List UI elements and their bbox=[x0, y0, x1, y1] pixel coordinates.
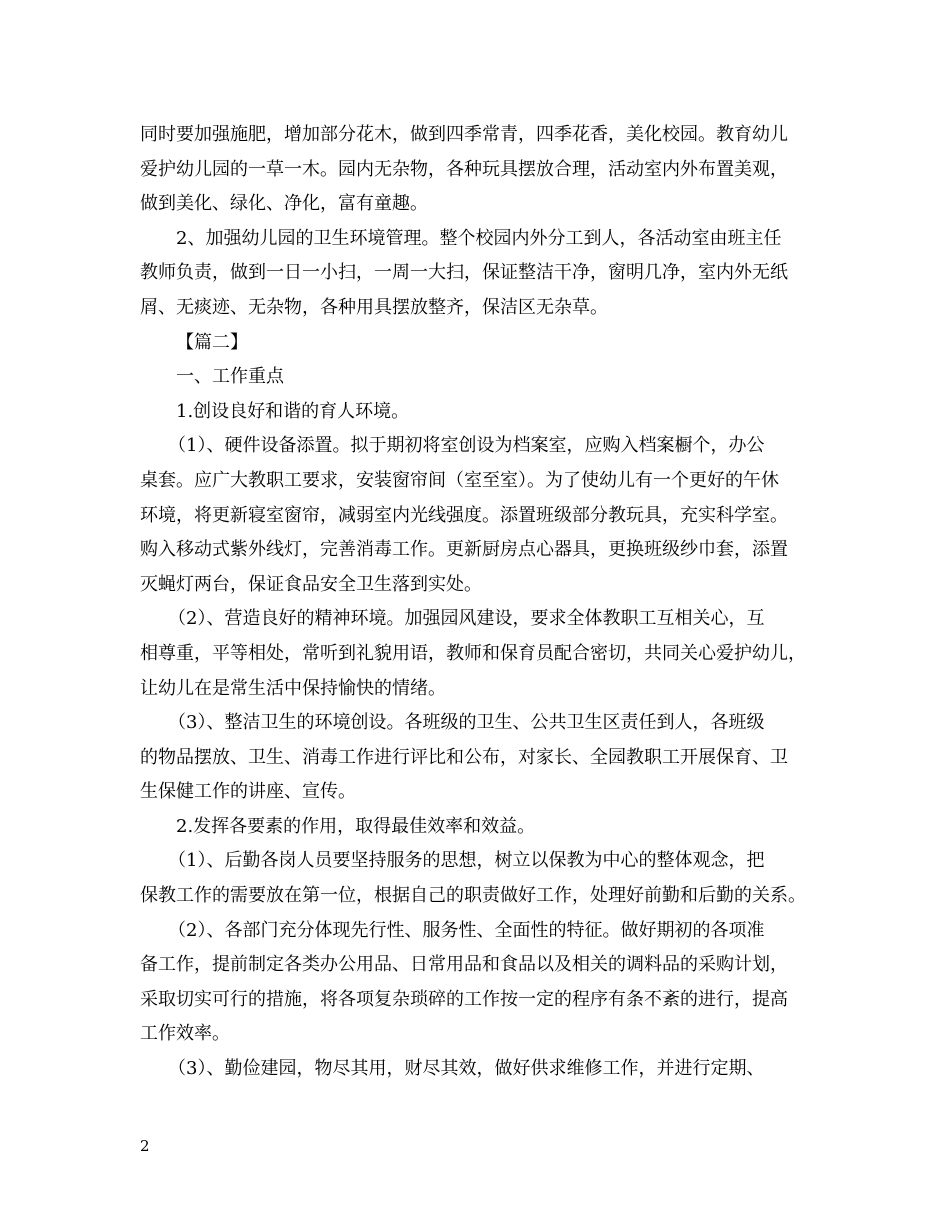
paragraph-line: 让幼儿在是常生活中保持愉快的情绪。 bbox=[140, 677, 446, 699]
page-number: 2 bbox=[140, 1137, 150, 1155]
paragraph-line: 爱护幼儿园的一草一木。园内无杂物，各种玩具摆放合理，活动室内外布置美观， bbox=[140, 158, 788, 180]
paragraph-line: 保教工作的需要放在第一位，根据自己的职责做好工作，处理好前勤和后勤的关系。 bbox=[140, 885, 806, 907]
paragraph-line: 相尊重，平等相处，常听到礼貌用语，教师和保育员配合密切，共同关心爱护幼儿， bbox=[140, 642, 806, 664]
paragraph-line: （3）、勤俭建园，物尽其用，财尽其效，做好供求维修工作，并进行定期、 bbox=[168, 1058, 765, 1080]
paragraph-line: 购入移动式紫外线灯，完善消毒工作。更新厨房点心器具，更换班级纱巾套，添置 bbox=[140, 539, 788, 561]
section-heading: 【篇二】 bbox=[176, 331, 248, 353]
paragraph-line: 的物品摆放、卫生、消毒工作进行评比和公布，对家长、全园教职工开展保育、卫 bbox=[140, 746, 788, 768]
paragraph-line: 做到美化、绿化、净化，富有童趣。 bbox=[140, 193, 428, 215]
paragraph-line: 备工作，提前制定各类办公用品、日常用品和食品以及相关的调料品的采购计划， bbox=[140, 954, 788, 976]
document-body bbox=[140, 118, 830, 1087]
paragraph-line: 环境，将更新寝室窗帘，减弱室内光线强度。添置班级部分教玩具，充实科学室。 bbox=[140, 504, 788, 526]
paragraph-line: 灭蝇灯两台，保证食品安全卫生落到实处。 bbox=[140, 573, 482, 595]
item-heading: 2.发挥各要素的作用，取得最佳效率和效益。 bbox=[176, 815, 536, 837]
paragraph-line: 同时要加强施肥，增加部分花木，做到四季常青，四季花香，美化校园。教育幼儿 bbox=[140, 124, 788, 145]
paragraph-line: 屑、无痰迹、无杂物，各种用具摆放整齐，保洁区无杂草。 bbox=[140, 296, 608, 318]
paragraph-line: （3）、整洁卫生的环境创设。各班级的卫生、公共卫生区责任到人，各班级 bbox=[168, 712, 765, 734]
item-heading: 1.创设良好和谐的育人环境。 bbox=[176, 400, 410, 422]
paragraph-line: 教师负责，做到一日一小扫，一周一大扫，保证整洁干净，窗明几净，室内外无纸 bbox=[140, 262, 788, 284]
paragraph-line: （2）、各部门充分体现先行性、服务性、全面性的特征。做好期初的各项准 bbox=[168, 919, 765, 941]
paragraph-line: 生保健工作的讲座、宣传。 bbox=[140, 781, 356, 803]
paragraph-line: 桌套。应广大教职工要求，安装窗帘间（室至室）。为了使幼儿有一个更好的午休 bbox=[140, 469, 779, 491]
paragraph-line: 工作效率。 bbox=[140, 1023, 230, 1045]
paragraph-line: （2）、营造良好的精神环境。加强园风建设，要求全体教职工互相关心，互 bbox=[168, 608, 765, 630]
paragraph-line: （1）、后勤各岗人员要坚持服务的思想，树立以保教为中心的整体观念，把 bbox=[168, 850, 765, 872]
paragraph-line: （1）、硬件设备添置。拟于期初将室创设为档案室，应购入档案橱个，办公 bbox=[168, 435, 765, 457]
paragraph-line: 采取切实可行的措施，将各项复杂琐碎的工作按一定的程序有条不紊的进行，提高 bbox=[140, 988, 788, 1010]
subsection-heading: 一、工作重点 bbox=[176, 366, 284, 388]
paragraph-line: 2、加强幼儿园的卫生环境管理。整个校园内外分工到人，各活动室由班主任 bbox=[176, 227, 782, 249]
